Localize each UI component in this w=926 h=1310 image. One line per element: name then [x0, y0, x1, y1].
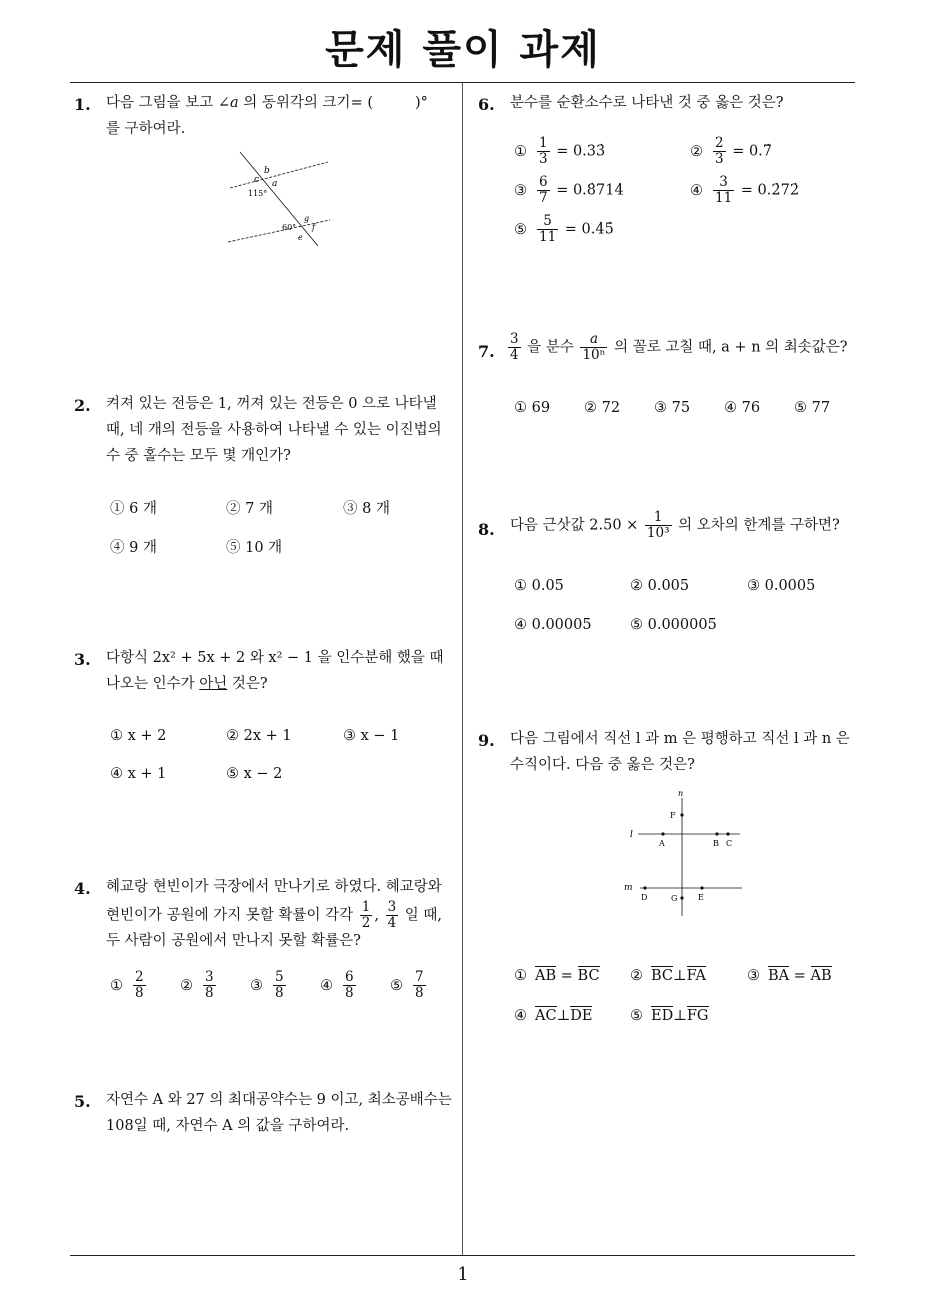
option-4[interactable]: ④ AC⊥DE: [514, 1004, 592, 1024]
option-1[interactable]: ① x + 2: [110, 728, 167, 744]
option-3[interactable]: ③ BA = AB: [747, 964, 832, 984]
question-text: $\frac{3}{4}$ 을 분수 $\frac{a}{\text{10ⁿ}}$ 의 꼴로 고칠 때, a + n 의 최솟값은?: [510, 331, 848, 363]
option-5[interactable]: ⑤ 0.000005: [630, 617, 717, 633]
label-C: C: [726, 839, 733, 848]
label-l: l: [630, 830, 633, 840]
option-5[interactable]: ⑤ $\frac{7}{8}$: [390, 969, 424, 1001]
label-c: c: [254, 175, 260, 185]
label-G: G: [671, 894, 678, 903]
parallel-lines-figure: [220, 148, 340, 253]
question-number: 6.: [478, 95, 495, 114]
question-number: 8.: [478, 520, 495, 539]
label-m: m: [624, 883, 633, 893]
option-4[interactable]: ④ 76: [724, 400, 761, 416]
question-text: 다음 그림을 보고 ∠a 의 동위각의 크기= ( )°: [106, 95, 428, 111]
option-2[interactable]: ② BC⊥FA: [630, 964, 706, 984]
option-4[interactable]: ④ x + 1: [110, 766, 167, 782]
question-number: 3.: [74, 650, 91, 669]
question-number: 9.: [478, 731, 495, 750]
option-1[interactable]: ① 6 개: [110, 501, 157, 517]
option-2[interactable]: ② $\frac{2}{3}$ = 0.7̇: [690, 135, 773, 167]
column-divider: [462, 83, 463, 1255]
option-2[interactable]: ② 7 개: [226, 501, 273, 517]
option-3[interactable]: ③ 75: [654, 400, 691, 416]
option-5[interactable]: ⑤ $\frac{5}{11}$ = 0.4̇5̇: [514, 213, 614, 245]
option-1[interactable]: ① 69: [514, 400, 551, 416]
option-3[interactable]: ③ 8 개: [343, 501, 390, 517]
label-A: A: [659, 839, 665, 848]
label-a: a: [272, 179, 278, 189]
lines-figure: [620, 788, 750, 918]
option-5[interactable]: ⑤ 77: [794, 400, 831, 416]
label-D: D: [641, 893, 648, 902]
question-number: 7.: [478, 342, 495, 361]
label-g: g: [304, 214, 310, 223]
option-3[interactable]: ③ $\frac{6}{7}$ = 0.8̇714̇: [514, 174, 624, 206]
label-f: f: [312, 223, 315, 232]
label-n: n: [678, 789, 684, 798]
option-4[interactable]: ④ 0.00005: [514, 617, 592, 633]
option-4[interactable]: ④ 9 개: [110, 540, 157, 556]
option-2[interactable]: ② 0.005: [630, 578, 690, 594]
page-number: 1: [457, 1264, 469, 1285]
label-115: 115°: [248, 189, 268, 198]
question-number: 1.: [74, 95, 91, 114]
option-5[interactable]: ⑤ x − 2: [226, 766, 283, 782]
label-E: E: [698, 893, 704, 902]
option-2[interactable]: ② 2x + 1: [226, 728, 292, 744]
question-number: 2.: [74, 396, 91, 415]
option-2[interactable]: ② 72: [584, 400, 621, 416]
option-5[interactable]: ⑤ 10 개: [226, 540, 283, 556]
bottom-rule: [70, 1255, 855, 1256]
label-b: b: [264, 166, 270, 176]
option-1[interactable]: ① $\frac{1}{3}$ = 0.33̇: [514, 135, 606, 167]
question-number: 5.: [74, 1092, 91, 1111]
label-B: B: [713, 839, 719, 848]
label-60: 60°: [282, 223, 297, 232]
question-text: 현빈이가 공원에 가지 못할 확률이 각각 $\frac{1}{2}$ , $\frac{3}{4}$ 일 때,: [106, 899, 443, 931]
option-4[interactable]: ④ $\frac{6}{8}$: [320, 969, 354, 1001]
option-1[interactable]: ① 0.05: [514, 578, 564, 594]
option-4[interactable]: ④ $\frac{3}{11}$ = 0.2̇72̇: [690, 174, 800, 206]
option-3[interactable]: ③ $\frac{5}{8}$: [250, 969, 284, 1001]
option-1[interactable]: ① AB = BC: [514, 964, 600, 984]
option-5[interactable]: ⑤ ED⊥FG: [630, 1004, 709, 1024]
label-F: F: [670, 811, 676, 820]
option-3[interactable]: ③ x − 1: [343, 728, 400, 744]
question-text: 나오는 인수가 아닌 것은?: [106, 676, 268, 692]
option-3[interactable]: ③ 0.0005: [747, 578, 816, 594]
option-1[interactable]: ① $\frac{2}{8}$: [110, 969, 144, 1001]
page-title: 문제 풀이 과제: [325, 27, 601, 73]
label-e: e: [298, 233, 303, 242]
option-2[interactable]: ② $\frac{3}{8}$: [180, 969, 214, 1001]
question-number: 4.: [74, 879, 91, 898]
question-text: 다음 근삿값 2.50 × $\frac{1}{\text{10³}}$ 의 오차의 한계를 구하면?: [510, 509, 840, 541]
